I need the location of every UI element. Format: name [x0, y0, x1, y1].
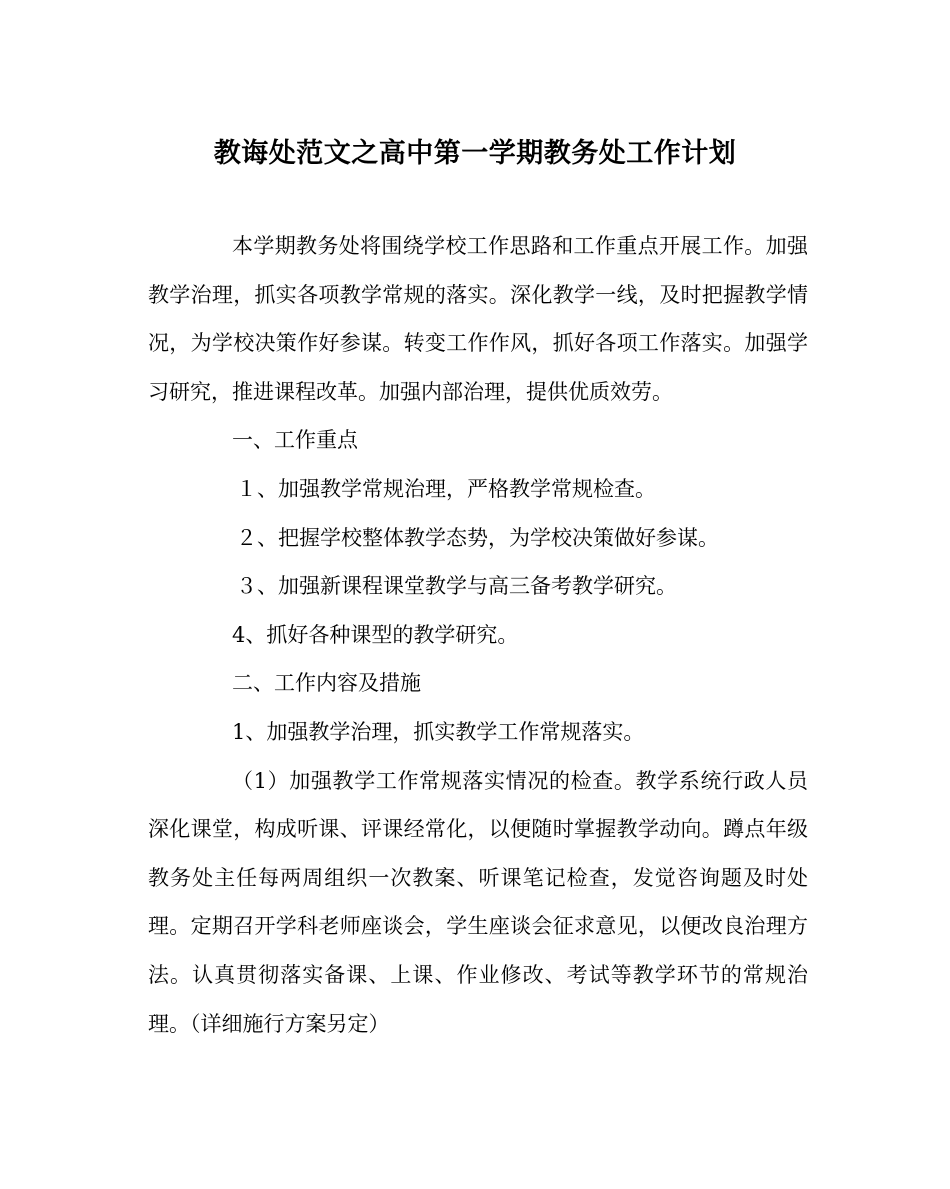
section-heading-key-points: 一、工作重点 — [232, 428, 358, 453]
list-item: １、加强教学常规治理，严格教学常规检查。 — [236, 476, 656, 501]
detail-paragraph: （1）加强教学工作常规落实情况的检查。教学系统行政人员深化课堂，构成听课、评课经常化，以便随时掌握教学动向。蹲点年级教务处主任每两周组织一次教案、听课笔记检查，发觉咨询题及时处理。定期召开学科老师座谈会，学生座谈会征求意见，以便改良治理方法。认真贯彻落实备课、上课、作业修改、考试等教学环节的常规治理。（详细施行方案另定） — [148, 768, 808, 1036]
intro-paragraph: 本学期教务处将围绕学校工作思路和工作重点开展工作。加强教学治理，抓实各项教学常规的落实。深化教学一线，及时把握教学情况，为学校决策作好参谋。转变工作作风，抓好各项工作落实。加强学习研究，推进课程改革。加强内部治理，提供优质效劳。 — [148, 234, 808, 404]
list-item: 4、抓好各种课型的教学研究。 — [232, 622, 519, 647]
document-body — [148, 222, 808, 1048]
list-item: ２、把握学校整体教学态势，为学校决策做好参谋。 — [236, 525, 719, 550]
list-item: ３、加强新课程课堂教学与高三备考教学研究。 — [236, 574, 677, 599]
document-title: 教诲处范文之高中第一学期教务处工作计划 — [213, 138, 737, 169]
subsection-heading: 1、加强教学治理，抓实教学工作常规落实。 — [232, 719, 645, 744]
section-heading-measures: 二、工作内容及措施 — [232, 671, 421, 696]
